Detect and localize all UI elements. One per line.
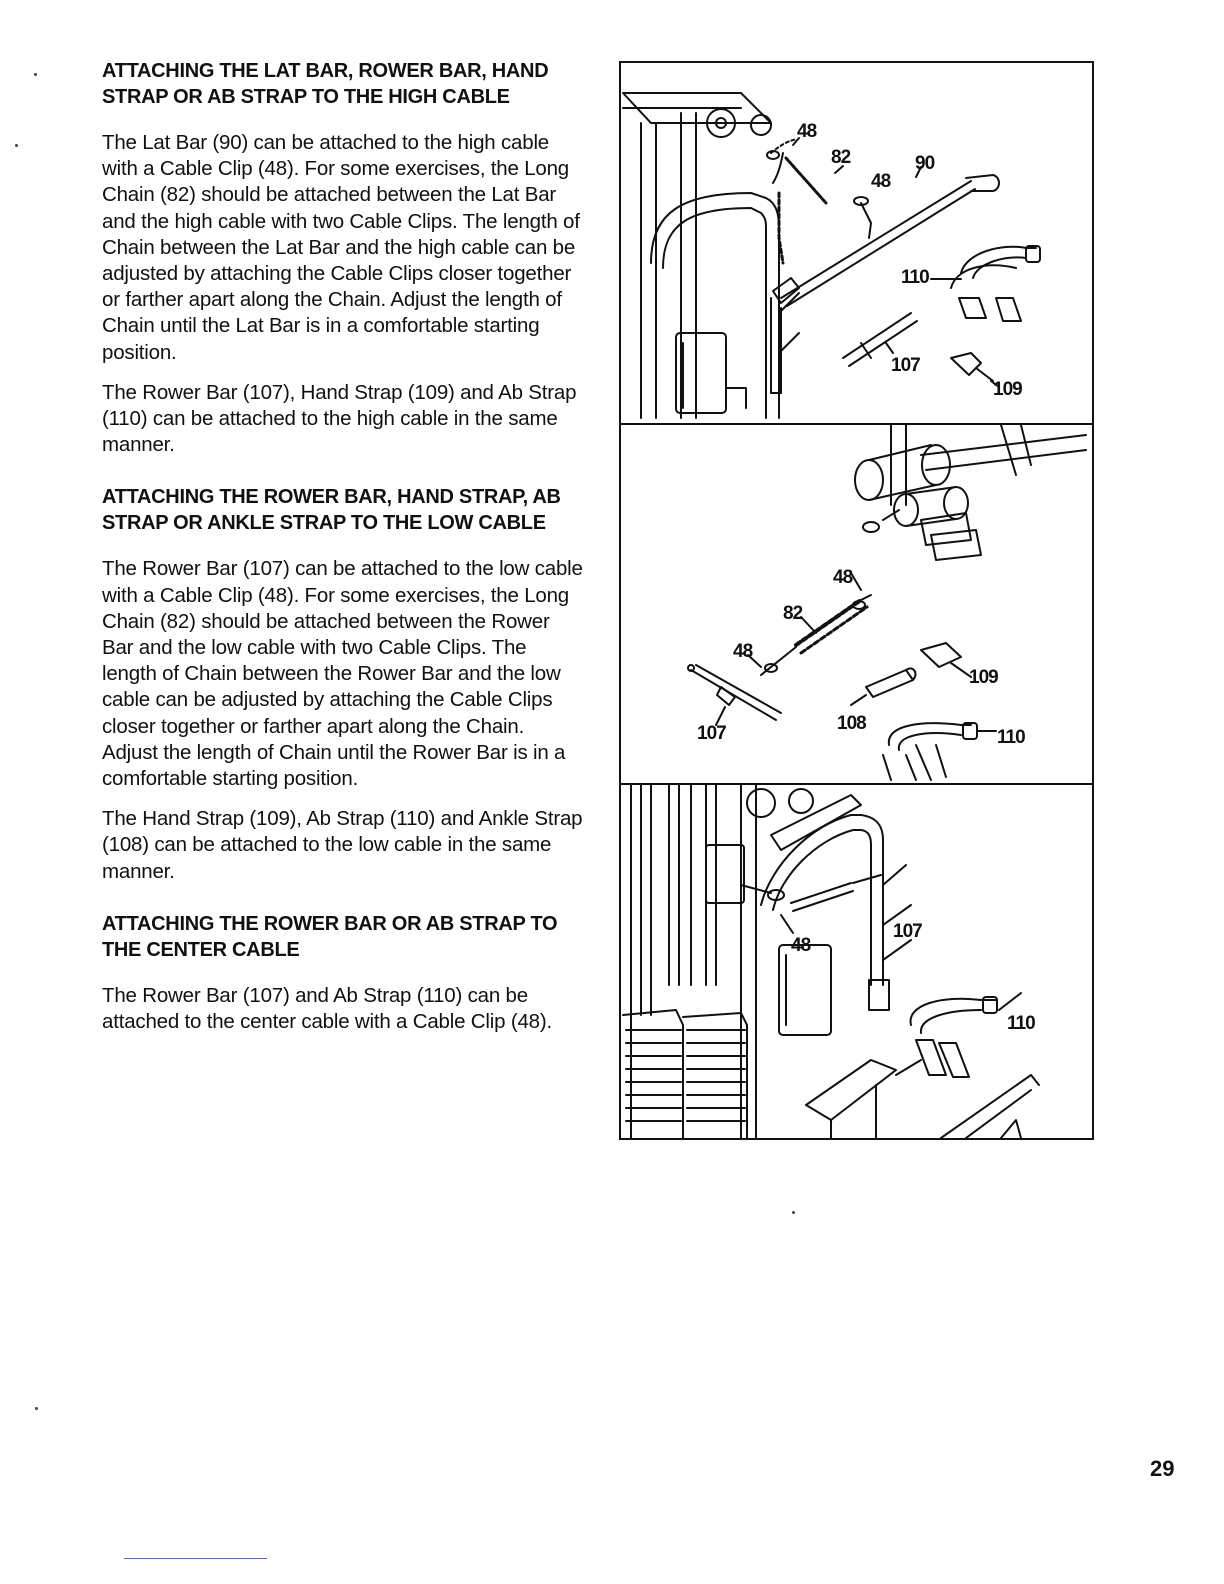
scan-speck xyxy=(34,73,37,76)
label-82-top: 82 xyxy=(831,147,851,168)
scan-speck xyxy=(35,1407,38,1410)
high-cable-panel xyxy=(621,63,1092,423)
label-107-center: 107 xyxy=(893,921,922,942)
label-110-ab-strap: 110 xyxy=(901,267,929,288)
paragraph-center-cable: The Rower Bar (107) and Ab Strap (110) can be attached to the center cable with a Cable Clip (48). xyxy=(102,983,552,1034)
section-heading-center-cable: ATTACHING THE ROWER BAR OR AB STRAP TO THE CENTER CABLE xyxy=(102,912,558,961)
label-107-low: 107 xyxy=(697,723,726,744)
section-heading-low-cable: ATTACHING THE ROWER BAR, HAND STRAP, AB STRAP OR ANKLE STRAP TO THE LOW CABLE xyxy=(102,486,561,535)
section-heading-high-cable: ATTACHING THE LAT BAR, ROWER BAR, HAND STRAP OR AB STRAP TO THE HIGH CABLE xyxy=(102,60,549,108)
label-82-low: 82 xyxy=(783,603,803,624)
high-cable-drawing xyxy=(621,63,1092,423)
center-cable-panel xyxy=(621,785,1092,1138)
center-cable-drawing xyxy=(621,785,1092,1138)
paragraph-lat-bar: The Lat Bar (90) can be attached to the high cable with a Cable Clip (48). For some exercises, the Long Chain (82) should be attached between the Lat Bar and the high cable with two Cable Clips. The length of Chain between the Lat Bar and the high cable can be adjusted by attaching the Cable Clips closer together or farther apart along the Chain. Adjust the length of Chain until the Lat Bar is in a comfortable starting position. xyxy=(102,131,580,364)
paragraph-high-cable-accessories: The Rower Bar (107), Hand Strap (109) and Ab Strap (110) can be attached to the high cable in the same manner. xyxy=(102,380,577,457)
label-48-low-upper: 48 xyxy=(833,567,853,588)
paragraph-low-cable-accessories: The Hand Strap (109), Ab Strap (110) and Ankle Strap (108) can be attached to the low cable in the same manner. xyxy=(102,807,583,883)
label-110-center: 110 xyxy=(1007,1013,1035,1034)
assembly-illustration xyxy=(619,61,1094,1140)
text-column xyxy=(102,58,584,1035)
label-109-hand-strap: 109 xyxy=(993,379,1022,400)
label-110-low: 110 xyxy=(997,727,1025,748)
footer-rule xyxy=(124,1558,267,1559)
label-48-top: 48 xyxy=(797,121,817,142)
label-48-second: 48 xyxy=(871,171,891,192)
label-48-center: 48 xyxy=(791,935,811,956)
low-cable-panel xyxy=(621,425,1092,783)
label-90-lat-bar: 90 xyxy=(915,153,935,174)
scan-speck xyxy=(15,144,18,147)
label-107-rower-bar: 107 xyxy=(891,355,920,376)
label-48-low-lower: 48 xyxy=(733,641,753,662)
page-number: 29 xyxy=(1150,1456,1175,1481)
scan-speck xyxy=(792,1211,795,1214)
label-109-low: 109 xyxy=(969,667,998,688)
label-108-ankle-strap: 108 xyxy=(837,713,866,734)
paragraph-rower-bar-low: The Rower Bar (107) can be attached to the low cable with a Cable Clip (48). For some exercises, the Long Chain (82) should be attached between the Rower Bar and the low cable with two Cable Clips. The length of Chain between the Rower Bar and the low cable can be adjusted by attaching the Cable Clips closer together or farther apart along the Chain. Adjust the length of Chain until the Rower Bar is in a comfortable starting position. xyxy=(102,557,583,791)
